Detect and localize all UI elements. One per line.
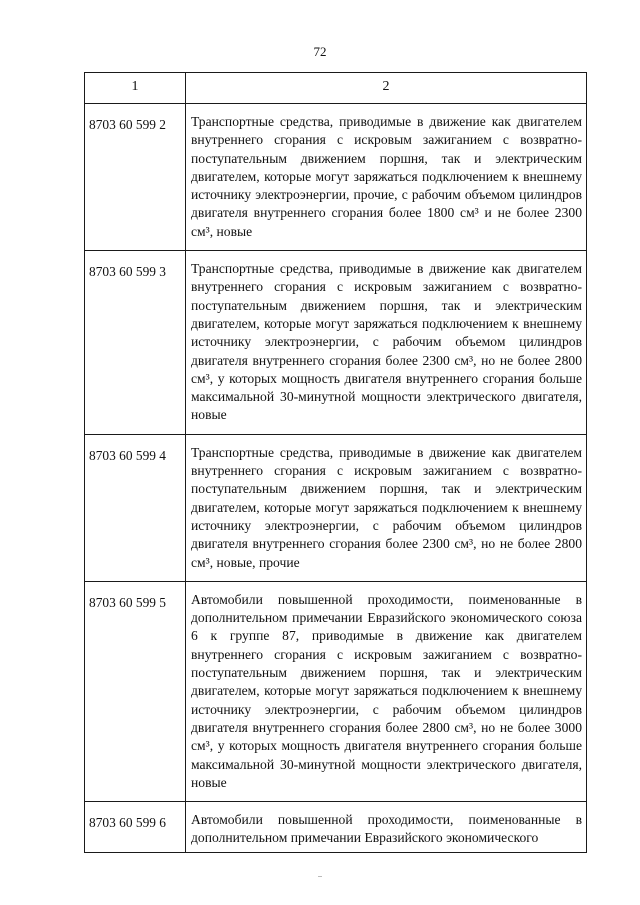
tariff-code-cell: 8703 60 599 4	[85, 434, 186, 581]
description-text: Транспортные средства, приводимые в движение как двигателем внутреннего сгорания с искровым зажиганием с возвратно-поступательным движением поршня, так и электрическим двигателем, которые могут заряжаться подключением к внешнему источнику электроэнергии, с рабочим объемом цилиндров двигателя внутреннего сгорания более 2300 см³, но не более 2800 см³, у которых мощность двигателя внутреннего сгорания больше максимальной 30-минутной мощности электрического двигателя, новые	[191, 261, 582, 423]
description-text: Автомобили повышенной проходимости, поименованные в дополнительном примечании Евразийского экономического союза 6 к группе 87, приводимые в движение как двигателем внутреннего сгорания с искровым зажиганием с возвратно-поступательным движением поршня, так и электрическим двигателем, которые могут заряжаться подключением к внешнему источнику электроэнергии, с рабочим объемом цилиндров двигателя внутреннего сгорания более 2800 см³, но не более 3000 см³, у которых мощность двигателя внутреннего сгорания больше максимальной 30-минутной мощности электрического двигателя, новые	[191, 591, 582, 790]
table-row	[85, 802, 587, 853]
description-cell	[186, 581, 587, 801]
tariff-code-table	[84, 72, 587, 853]
table-row	[85, 251, 587, 435]
tariff-code-cell: 8703 60 599 2	[85, 104, 186, 251]
table-header-row	[85, 73, 587, 104]
tariff-code-cell: 8703 60 599 5	[85, 581, 186, 801]
description-text: Транспортные средства, приводимые в движение как двигателем внутреннего сгорания с искровым зажиганием с возвратно-поступательным движением поршня, так и электрическим двигателем, которые могут заряжаться подключением к внешнему источнику электроэнергии, прочие, с рабочим объемом цилиндров двигателя внутреннего сгорания более 1800 см³ и не более 2300 см³, новые	[191, 114, 582, 239]
column-header-code: 1	[85, 73, 186, 104]
description-text: Транспортные средства, приводимые в движение как двигателем внутреннего сгорания с искровым зажиганием с возвратно-поступательным движением поршня, так и электрическим двигателем, которые могут заряжаться подключением к внешнему источнику электроэнергии, с рабочим объемом цилиндров двигателя внутреннего сгорания более 2300 см³, но не более 2800 см³, новые, прочие	[191, 444, 582, 570]
description-cell	[186, 251, 587, 435]
tariff-code-cell: 8703 60 599 6	[85, 802, 186, 853]
column-header-description: 2	[186, 73, 587, 104]
description-cell	[186, 104, 587, 251]
description-text: Автомобили повышенной проходимости, поименованные в дополнительном примечании Евразийского экономического	[191, 812, 582, 846]
page-number: 72	[313, 44, 327, 59]
description-cell	[186, 434, 587, 581]
table-row	[85, 434, 587, 581]
description-cell	[186, 802, 587, 853]
table-row	[85, 581, 587, 801]
table-row	[85, 104, 587, 251]
tariff-code-cell: 8703 60 599 3	[85, 251, 186, 435]
scan-mark	[318, 876, 322, 877]
